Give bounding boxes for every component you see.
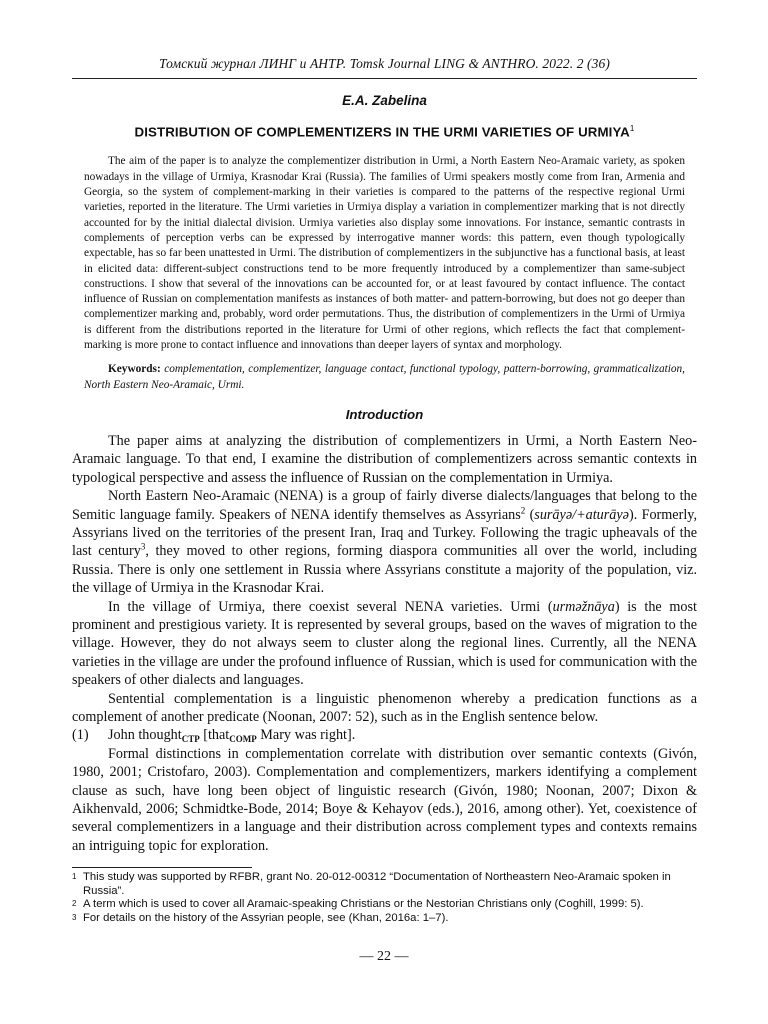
title-footnote-mark: 1	[629, 124, 635, 133]
footnote-1	[72, 871, 697, 898]
footnote-text: This study was supported by RFBR, grant No. 20-012-00312 “Documentation of Northeastern Neo-Aramaic spoken in Russia”.	[83, 871, 671, 897]
keywords	[84, 362, 685, 393]
keywords-label: Keywords:	[108, 363, 161, 376]
page	[72, 56, 697, 925]
title-text: DISTRIBUTION OF COMPLEMENTIZERS IN THE URMI VARIETIES OF URMIYA	[134, 124, 630, 140]
example-part-1: John thought	[108, 727, 182, 744]
p3-text-b: ) is the most prominent and prestigious variety. It is represented by several groups, based on the waves of migration to the village. However, they do not always seem to cluster along the regional lines. Currently, all the NENA varieties in the village are under the profound influence of Russian, which is used for communication with the speakers of other dialects and languages.	[72, 598, 697, 689]
example-number: (1)	[72, 727, 89, 744]
p2-text-b: Formerly, Assyrians lived on the territories of the present Iran, Iraq and Turkey. Following the tragic upheavals of the last century	[72, 506, 697, 560]
footnotes	[72, 871, 697, 925]
example-text	[108, 726, 355, 744]
p2-paren-close: ).	[628, 506, 638, 523]
page-number: — 22 —	[359, 949, 409, 964]
paragraph-2	[72, 487, 697, 597]
footnote-number: 3	[72, 912, 77, 922]
example-part-3: Mary was right].	[256, 727, 356, 744]
author-name: E.A. Zabelina	[342, 93, 427, 108]
urmi-term: urməžnāya	[552, 598, 615, 615]
gloss-comp: COMP	[229, 734, 257, 745]
paragraph-1: The paper aims at analyzing the distribution of complementizers in Urmi, a North Eastern Neo-Aramaic language. To that end, I examine the distribution of complementizers across semantic contexts in typological perspective and assess the influence of Russian on the complementation in Urmiya.	[72, 432, 697, 486]
section-heading-introduction: Introduction	[345, 406, 424, 422]
footnote-text: For details on the history of the Assyrian people, see (Khan, 2016a: 1–7).	[83, 911, 449, 924]
p2-text-a: North Eastern Neo-Aramaic (NENA) is a group of fairly diverse dialects/languages that belong to the Semitic language family. Speakers of NENA identify themselves as Assyrians	[72, 488, 697, 523]
ethnonym-term: surāyə/+aturāyə	[534, 506, 629, 523]
p2-text-c: , they moved to other regions, forming diaspora communities all over the world, including Russia. There is only one settlement in Russia where Assyrians constitute a majority of the population, viz. the village of Urmiya in the Krasnodar Krai.	[72, 543, 697, 597]
footnote-2	[72, 898, 697, 912]
example-1	[72, 726, 697, 744]
paragraph-5: Formal distinctions in complementation correlate with distribution over semantic contexts (Givón, 1980, 2001; Cristofaro, 2003). Complementation and complementizers, markers identifying a complement clause as such, have long been object of linguistic research (Givón, 1980; Noonan, 2007; Dixon & Aikhenvald, 2006; Schmidtke-Bode, 2014; Boye & Kehayov (eds.), 2016, among other). Yet, coexistence of several complementizers in a language and their distribution across complement types and contexts remains an intriguing topic for exploration.	[72, 745, 697, 854]
footnote-ref-2: 2	[520, 504, 526, 515]
example-part-2: [that	[199, 727, 230, 744]
footnote-text: A term which is used to cover all Aramaic-speaking Christians or the Nestorian Christians only (Coghill, 1999: 5).	[83, 898, 644, 911]
paragraph-4: Sentential complementation is a linguistic phenomenon whereby a predication functions as a complement of another predicate (Noonan, 2007: 52), such as in the English sentence below.	[72, 690, 697, 725]
footnote-3	[72, 912, 697, 926]
introduction-body	[72, 432, 697, 855]
abstract: The aim of the paper is to analyze the complementizer distribution in Urmi, a North Eastern Neo-Aramaic variety, as spoken nowadays in the village of Urmiya, Krasnodar Krai (Russia). The families of Urmi speakers mostly come from Iran, Armenia and Georgia, so the system of complement-marking in their varieties is compared to the patterns of the respective regional Urmi varieties, reported in the literature. The Urmi varieties in Urmiya display a variation in complementizer marking that is not directly accounted for by the initial dialectal division. Urmiya varieties also display some innovations. For instance, semantic contrasts in complements of perception verbs can be expressed by interrogative manner words: this pattern, even though typologically expectable, has so far been unattested in Urmi. The distribution of complementizers in the subjunctive has a functional basis, at least in elicited data: different-subject constructions tend to be more frequently introduced by a complementizer than same-subject constructions. I show that several of the innovations can be accounted for, or at least favoured by contact influence. The contact influence of Russian on complementation manifests as instances of both matter- and pattern-borrowing, but does not go deeper than complementizer marking and, probably, word order permutations. Thus, the distribution of complementizers in the Urmi of Urmiya is different from the distributions reported in the literature for Urmi of other regions, which reflects the fact that complement-marking is more prone to contact influence and innovations than deeper layers of syntax and morphology.	[84, 155, 685, 351]
footnote-ref-3: 3	[140, 541, 146, 552]
journal-running-header: Томский журнал ЛИНГ и АНТР. Tomsk Journal LING & ANTHRO. 2022. 2 (36)	[72, 56, 697, 79]
footnote-number: 1	[72, 872, 77, 882]
paragraph-3	[72, 598, 697, 690]
footnote-number: 2	[72, 899, 77, 909]
footnote-separator	[72, 867, 252, 868]
keywords-text: complementation, complementizer, language contact, functional typology, pattern-borrowing, grammaticalization, North Eastern Neo-Aramaic, Urmi.	[84, 363, 685, 391]
article-title	[72, 124, 697, 139]
p3-text-a: In the village of Urmiya, there coexist several NENA varieties. Urmi (	[108, 598, 553, 615]
p2-paren-open: (	[525, 506, 535, 523]
gloss-ctp: CTP	[181, 734, 200, 745]
